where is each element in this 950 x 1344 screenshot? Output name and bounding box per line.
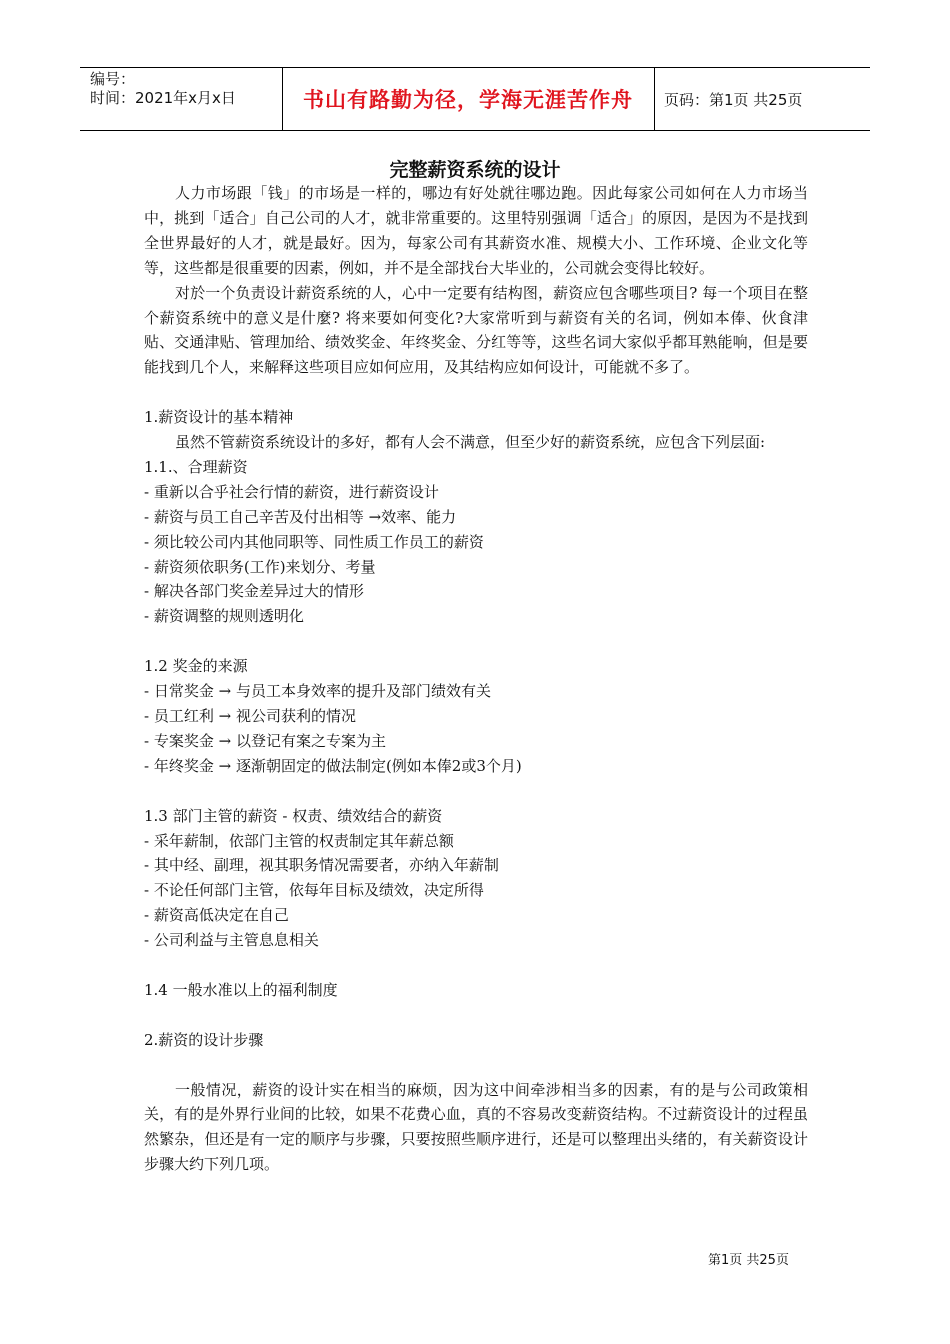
list-item: - 专案奖金 → 以登记有案之专案为主 (144, 731, 386, 750)
list-item: - 采年薪制，依部门主管的权责制定其年薪总额 (144, 831, 454, 850)
list-item: - 薪资调整的规则透明化 (144, 607, 304, 626)
list-item: - 薪资须依职务(工作)来划分、考量 (144, 557, 376, 576)
list-item: - 公司利益与主管息息相关 (144, 931, 319, 950)
subsection-heading: 1.1.、合理薪资 (144, 457, 248, 476)
list-item: - 年终奖金 → 逐渐朝固定的做法制定(例如本俸2或3个月) (144, 756, 522, 775)
section-paragraph: 一般情况，薪资的设计实在相当的麻烦，因为这中间牵涉相当多的因素，有的是与公司政策相关，有的是外界行业间的比较，如果不花费心血，真的不容易改变薪资结构。不过薪资设计的过程虽然繁杂，但还是有一定的顺序与步骤，只要按照些顺序进行，还是可以整理出头绪的，有关薪资设计步骤大约下列几项。 (144, 1080, 808, 1174)
list-item: - 解决各部门奖金差异过大的情形 (144, 582, 364, 601)
section-heading: 1.薪资设计的基本精神 (144, 408, 294, 427)
document-body (144, 181, 808, 1177)
header-meta (90, 70, 280, 108)
page-header (80, 67, 870, 131)
intro-paragraph: 对於一个负责设计薪资系统的人，心中一定要有结构图，薪资应包含哪些项目? 每一个项目在整个薪资系统中的意义是什麼? 将来要如何变化?大家常听到与薪资有关的名词，例如本俸、伙食津贴、交通津贴、管理加给、绩效奖金、年终奖金、分红等等，这些名词大家似乎都耳熟能响，但是要能找到几个人，来解释这些项目应如何应用，及其结构应如何设计，可能就不多了。 (144, 283, 808, 377)
document-date-label: 时间：2021年x月x日 (90, 89, 236, 107)
list-item: - 日常奖金 → 与员工本身效率的提升及部门绩效有关 (144, 682, 491, 701)
list-item: - 不论任何部门主管，依每年目标及绩效，决定所得 (144, 881, 484, 900)
section-heading: 2.薪资的设计步骤 (144, 1030, 264, 1049)
header-motto: 书山有路勤为径，学海无涯苦作舟 (303, 88, 633, 112)
header-divider (282, 68, 283, 130)
list-item: - 薪资高低决定在自己 (144, 906, 289, 925)
list-item: - 员工红利 → 视公司获利的情况 (144, 707, 356, 725)
document-number-label: 编号： (90, 70, 136, 88)
subsection-heading: 1.3 部门主管的薪资 - 权责、绩效结合的薪资 (144, 806, 443, 825)
section-lead: 虽然不管薪资系统设计的多好，都有人会不满意，但至少好的薪资系统，应包含下列层面: (175, 433, 766, 452)
document-title: 完整薪资系统的设计 (389, 159, 561, 181)
header-divider (654, 68, 655, 130)
intro-paragraph: 人力市场跟「钱」的市场是一样的，哪边有好处就往哪边跑。因此每家公司如何在人力市场当中，挑到「适合」自己公司的人才，就非常重要的。这里特别强调「适合」的原因，是因为不是找到全世界最好的人才，就是最好。因为，每家公司有其薪资水准、规模大小、工作环境、企业文化等等，这些都是很重要的因素，例如，并不是全部找台大毕业的，公司就会变得比较好。 (144, 184, 808, 277)
list-item: - 其中经、副理，视其职务情况需要者，亦纳入年薪制 (144, 856, 499, 875)
list-item: - 须比较公司内其他同职等、同性质工作员工的薪资 (144, 532, 484, 551)
list-item: - 薪资与员工自己辛苦及付出相等 →效率、能力 (144, 507, 457, 526)
header-page-number: 页码：第1页 共25页 (664, 90, 803, 109)
page-footer: 第1页 共25页 (708, 1253, 789, 1268)
subsection-heading: 1.4 一般水准以上的福利制度 (144, 980, 338, 999)
list-item: - 重新以合乎社会行情的薪资，进行薪资设计 (144, 482, 439, 501)
subsection-heading: 1.2 奖金的来源 (144, 657, 248, 676)
